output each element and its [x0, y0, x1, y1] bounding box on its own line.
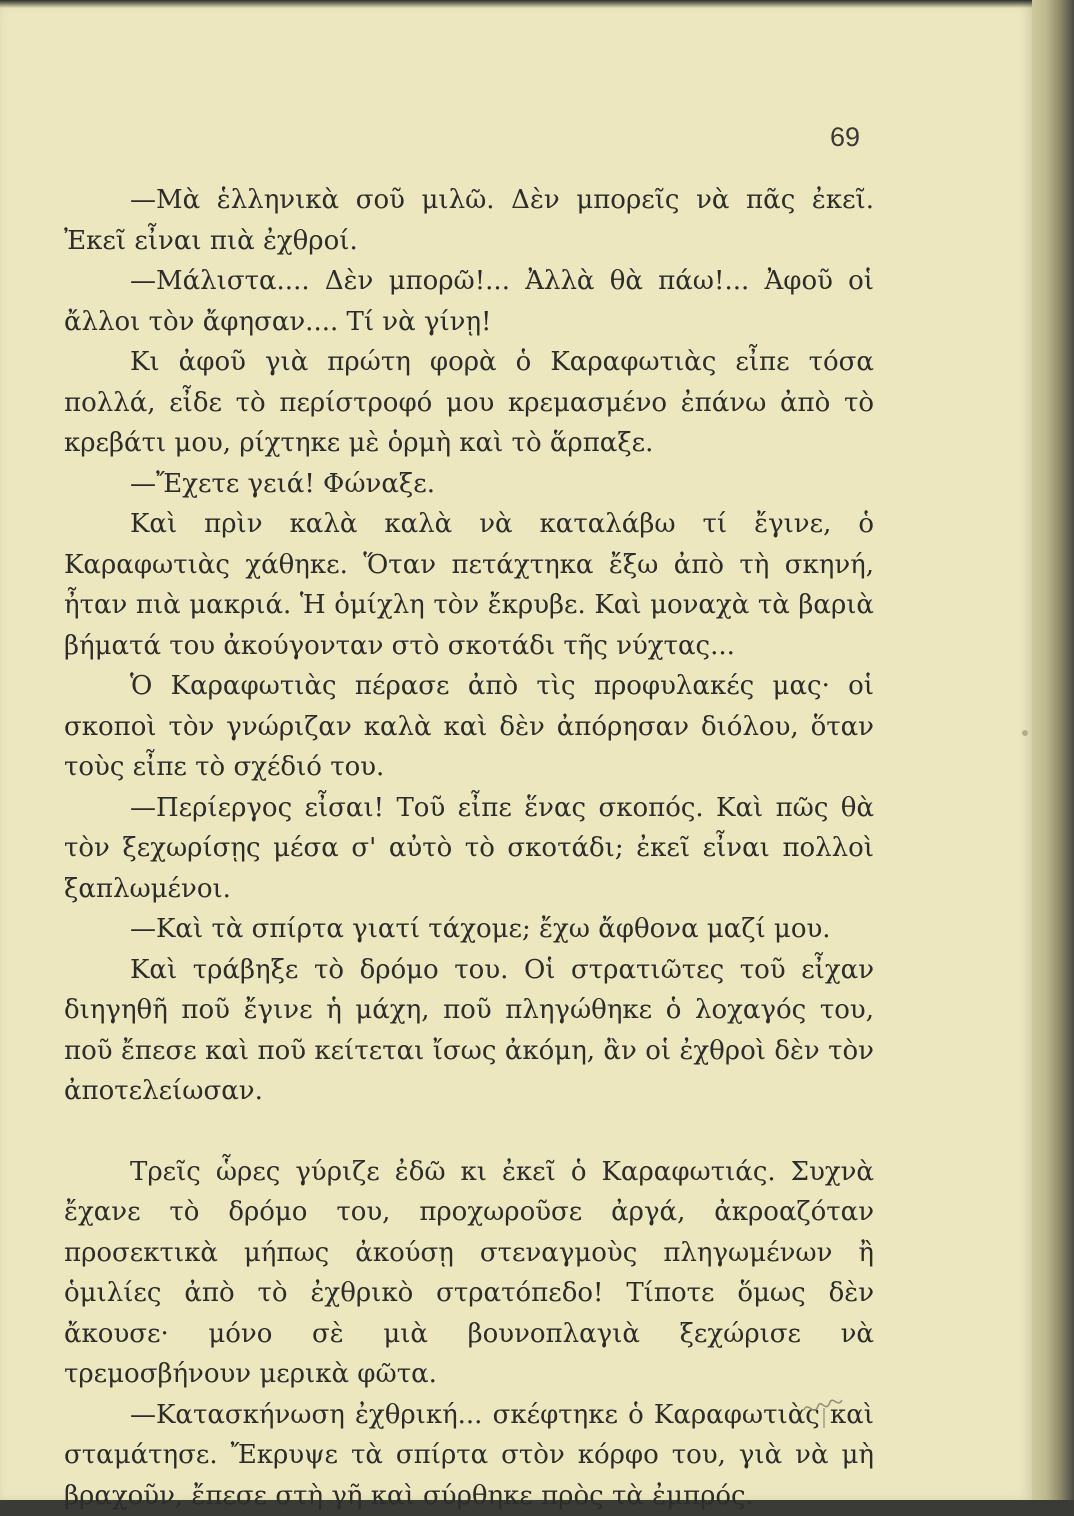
paragraph: Ὁ Καραφωτιὰς πέρασε ἀπὸ τὶς προφυλακές μας· οἱ σκοποὶ τὸν γνώριζαν καλὰ καὶ δὲν ἀπόρησαν διόλου, ὅταν τοὺς εἶπε τὸ σχέδιό του.: [64, 666, 874, 788]
paragraph: —Μὰ ἑλληνικὰ σοῦ μιλῶ. Δὲν μπορεῖς νὰ πᾶς ἐκεῖ. Ἐκεῖ εἶναι πιὰ ἐχθροί.: [64, 180, 874, 261]
paragraph: —Μάλιστα.... Δὲν μπορῶ!... Ἀλλὰ θὰ πάω!... Ἀφοῦ οἱ ἄλλοι τὸν ἄφησαν.... Τί νὰ γίνῃ!: [64, 261, 874, 342]
paragraph: Τρεῖς ὧρες γύριζε ἐδῶ κι ἐκεῖ ὁ Καραφωτιάς. Συχνὰ ἔχανε τὸ δρόμο του, προχωροῦσε ἀργά, ἀκροαζόταν προσεκτικὰ μήπως ἀκούσῃ στεναγμοὺς πληγωμένων ἢ ὁμιλίες ἀπὸ τὸ ἐχθρικὸ στρατόπεδο! Τίποτε ὅμως δὲν ἄκουσε· μόνο σὲ μιὰ βουνοπλαγιὰ ξεχώρισε νὰ τρεμοσβήνουν μερικὰ φῶτα.: [64, 1152, 874, 1395]
pencil-mark-icon: [800, 1388, 846, 1434]
paragraph: —Ἔχετε γειά! Φώναξε.: [64, 464, 874, 505]
paragraph: Καὶ πρὶν καλὰ καλὰ νὰ καταλάβω τί ἔγινε, ὁ Καραφωτιὰς χάθηκε. Ὅταν πετάχτηκα ἔξω ἀπὸ τὴ σκηνή, ἦταν πιὰ μακριά. Ἡ ὁμίχλη τὸν ἔκρυβε. Καὶ μοναχὰ τὰ βαριὰ βήματά του ἀκούγονταν στὸ σκοτάδι τῆς νύχτας...: [64, 504, 874, 666]
paragraph: —Περίεργος εἶσαι! Τοῦ εἶπε ἕνας σκοπός. Καὶ πῶς θὰ τὸν ξεχωρίσῃς μέσα σ' αὐτὸ τὸ σκοτάδι; ἐκεῖ εἶναι πολλοὶ ξαπλωμένοι.: [64, 788, 874, 910]
paper-spot: [1022, 730, 1028, 736]
book-binding-edge: [1032, 0, 1074, 1500]
paragraph: —Καὶ τὰ σπίρτα γιατί τάχομε; ἔχω ἄφθονα μαζί μου.: [64, 909, 874, 950]
paragraph: Καὶ τράβηξε τὸ δρόμο του. Οἱ στρατιῶτες τοῦ εἶχαν διηγηθῆ ποῦ ἔγινε ἡ μάχη, ποῦ πληγώθηκε ὁ λοχαγός του, ποῦ ἔπεσε καὶ ποῦ κείτεται ἴσως ἀκόμη, ἂν οἱ ἐχθροὶ δὲν τὸν ἀποτελείωσαν.: [64, 950, 874, 1112]
top-shadow: [0, 0, 1032, 8]
paragraph: Κι ἀφοῦ γιὰ πρώτη φορὰ ὁ Καραφωτιὰς εἶπε τόσα πολλά, εἶδε τὸ περίστροφό μου κρεμασμένο ἐπάνω ἀπὸ τὸ κρεβάτι μου, ρίχτηκε μὲ ὁρμὴ καὶ τὸ ἅρπαξε.: [64, 342, 874, 464]
paragraph: —Κατασκήνωση ἐχθρική... σκέφτηκε ὁ Καραφωτιὰς καὶ σταμάτησε. Ἔκρυψε τὰ σπίρτα στὸν κόρφο του, γιὰ νὰ μὴ βραχοῦν, ἔπεσε στὴ γῆ καὶ σύρθηκε πρὸς τὰ ἐμπρός.: [64, 1395, 874, 1516]
page-number: 69: [830, 122, 860, 153]
body-text: [64, 180, 874, 1516]
